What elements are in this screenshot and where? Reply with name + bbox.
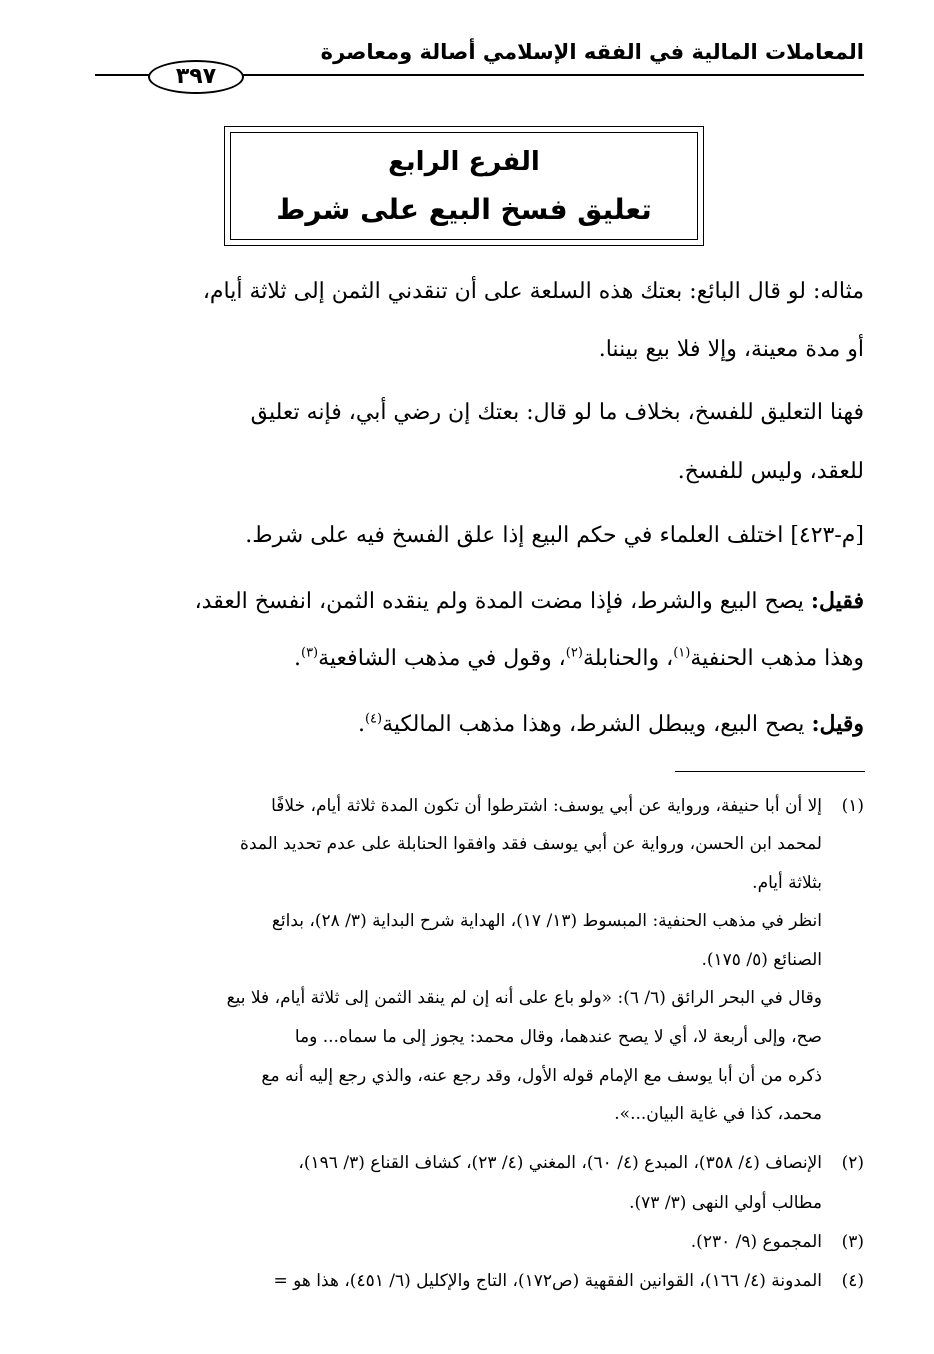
footnote-line: الصنائع (٥/ ١٧٥). [701, 950, 822, 970]
body-line [95, 585, 864, 618]
body-line: فهنا التعليق للفسخ، بخلاف ما لو قال: بعتك إن رضي أبي، فإنه تعليق [250, 400, 864, 425]
footnote-text: المجموع (٩/ ٢٣٠). [690, 1232, 822, 1252]
body-line: أو مدة معينة، وإلا فلا بيع بيننا. [598, 337, 864, 362]
footnote-text: إلا أن أبا حنيفة، ورواية عن أبي يوسف: اشترطوا أن تكون المدة ثلاثة أيام، خلافًا [271, 796, 822, 816]
footnote-text: الإنصاف (٤/ ٣٥٨)، المبدع (٤/ ٦٠)، المغني (٤/ ٢٣)، كشاف القناع (٣/ ١٩٦)، [298, 1153, 822, 1173]
footnote-ref-1[interactable]: (١) [673, 645, 691, 661]
section-title-2: تعليق فسخ البيع على شرط [276, 193, 652, 226]
footnote-line: لمحمد ابن الحسن، ورواية عن أبي يوسف فقد وافقوا الحنابلة على عدم تحديد المدة [240, 834, 822, 854]
body-line [95, 643, 864, 675]
lead-word: وقيل: [811, 711, 864, 737]
body-text: وهذا مذهب الحنفية [690, 646, 864, 671]
body-line: [م-٤٢٣] اختلف العلماء في حكم البيع إذا علق الفسخ فيه على شرط. [245, 523, 864, 548]
footnote-text: المدونة (٤/ ١٦٦)، القوانين الفقهية (ص١٧٢)، التاج والإكليل (٦/ ٤٥١)، هذا هو = [273, 1271, 822, 1291]
footnote-number: (٣) [841, 1232, 864, 1252]
footnote-line [82, 1268, 864, 1294]
footnote-ref-4[interactable]: (٤) [364, 711, 383, 727]
footnote-line: انظر في مذهب الحنفية: المبسوط (١٣/ ١٧)، الهداية شرح البداية (٣/ ٢٨)، بدائع [271, 911, 822, 931]
footnote-line: وقال في البحر الرائق (٦/ ٦): «ولو باع على أنه إن لم ينقد الثمن إلى ثلاثة أيام، فلا بيع [226, 988, 822, 1008]
footnote-line: مطالب أولي النهى (٣/ ٧٣). [629, 1193, 822, 1213]
body-text: . [357, 712, 365, 737]
footnote-ref-3[interactable]: (٣) [300, 645, 319, 661]
footnote-number: (١) [841, 796, 864, 816]
footnote-line: بثلاثة أيام. [752, 873, 822, 893]
section-title-1: الفرع الرابع [388, 147, 540, 177]
running-title: المعاملات المالية في الفقه الإسلامي أصالة ومعاصرة [320, 40, 864, 64]
lead-word: فقيل: [810, 588, 864, 614]
footnote-line [82, 1229, 864, 1255]
footnote-line [82, 793, 864, 819]
footnote-number: (٢) [841, 1153, 864, 1173]
page-number: ٣٩٧ [148, 60, 244, 94]
body-line: مثاله: لو قال البائع: بعتك هذه السلعة على أن تنقدني الثمن إلى ثلاثة أيام، [202, 279, 864, 304]
body-text: ، وقول في مذهب الشافعية [318, 646, 566, 671]
body-text: يصح البيع والشرط، فإذا مضت المدة ولم ينقده الثمن، انفسخ العقد، [194, 589, 804, 614]
footnote-line [82, 1150, 864, 1176]
body-line [95, 708, 864, 741]
body-text: يصح البيع، ويبطل الشرط، وهذا مذهب المالكية [382, 712, 805, 737]
footnote-line: ذكره من أن أبا يوسف مع الإمام قوله الأول، وقد رجع عنه، والذي رجع إليه أنه مع [261, 1066, 822, 1086]
body-line: للعقد، وليس للفسخ. [677, 459, 864, 484]
body-text: ، والحنابلة [582, 646, 674, 671]
footnote-ref-2[interactable]: (٢) [565, 645, 583, 661]
section-title-box [224, 126, 704, 246]
footnote-line: صح، وإلى أربعة لا، أي لا يصح عندهما، وقال محمد: يجوز إلى ما سماه... وما [294, 1027, 822, 1047]
body-text: . [293, 646, 301, 671]
footnote-line: محمد، كذا في غاية البيان...». [614, 1104, 822, 1124]
footnote-number: (٤) [841, 1271, 864, 1291]
footnote-separator [675, 771, 865, 772]
